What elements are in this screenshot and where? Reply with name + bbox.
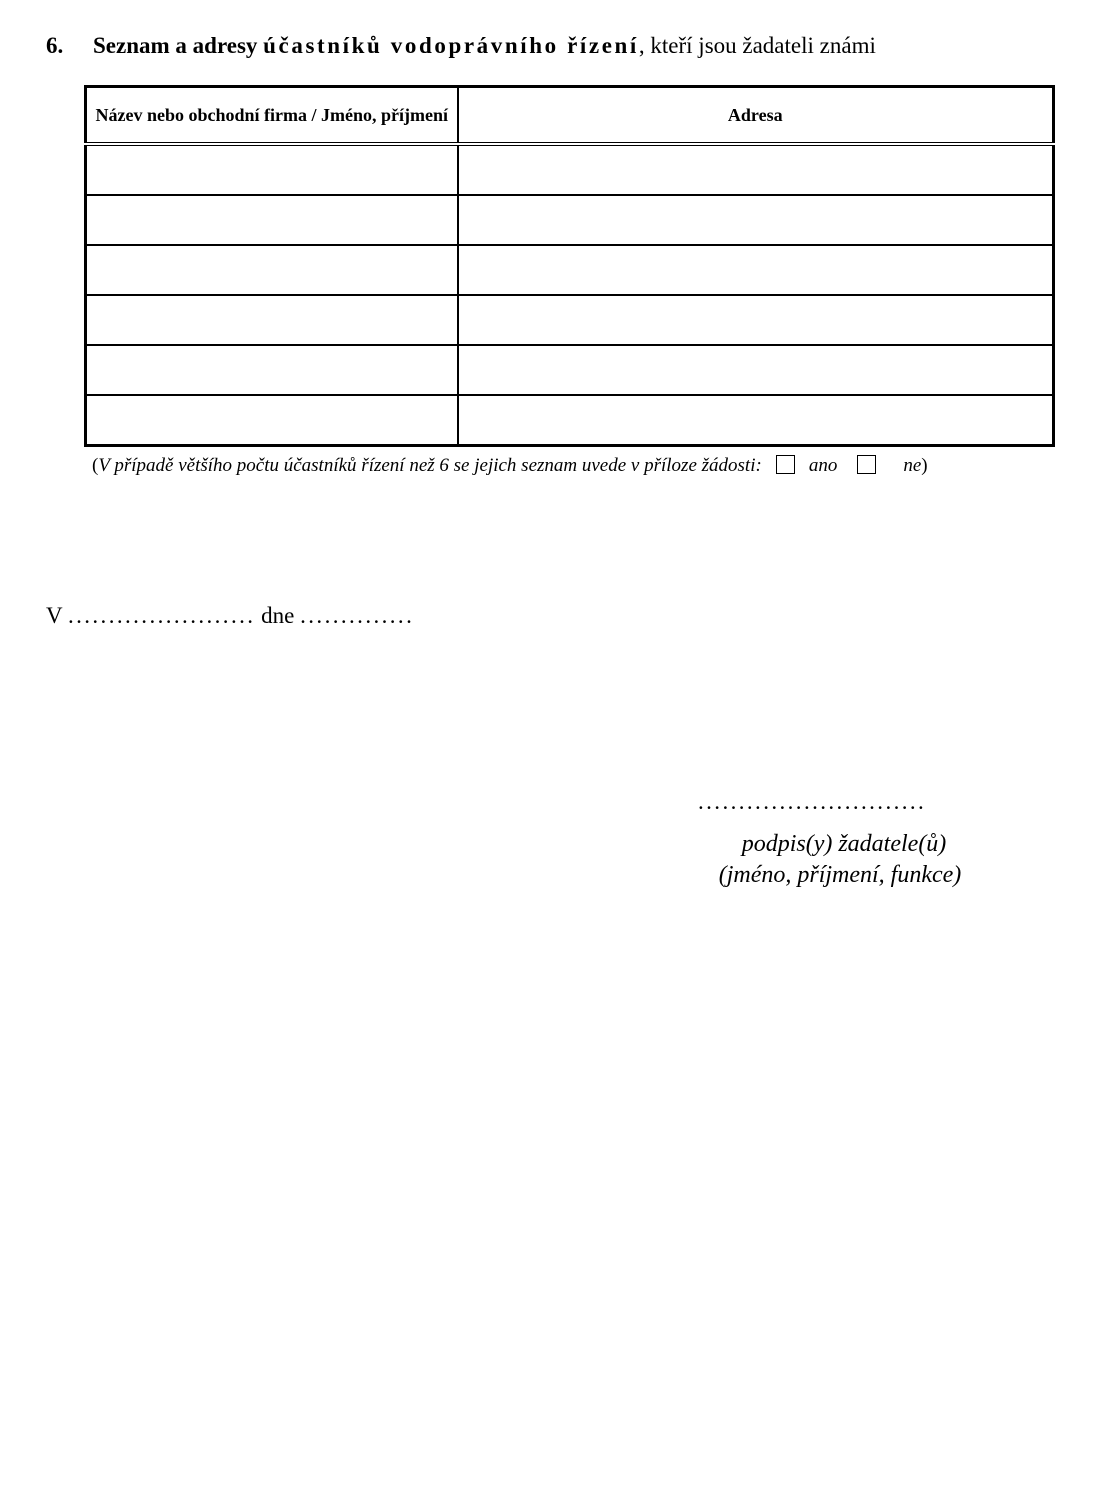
- table-row: [86, 395, 1054, 446]
- signature-sublabel: (jméno, příjmení, funkce): [718, 862, 962, 888]
- table-header-row: [86, 87, 1054, 145]
- participants-table: [84, 85, 1055, 447]
- cell-address[interactable]: [458, 245, 1054, 295]
- section-number: 6.: [46, 33, 64, 58]
- header-address: Adresa: [458, 87, 1054, 145]
- cell-name[interactable]: [86, 245, 458, 295]
- note-open-paren: (: [92, 455, 99, 476]
- signature-field[interactable]: ............................: [698, 789, 927, 814]
- option-no-label: ne: [903, 455, 922, 476]
- place-date-line: [46, 604, 414, 627]
- attachment-note: [92, 455, 928, 475]
- place-field[interactable]: .......................: [67, 603, 256, 628]
- note-close-paren: ): [921, 455, 928, 476]
- note-text: V případě většího počtu účastníků řízení než 6 se jejich seznam uvede v příloze žádosti:: [98, 455, 762, 476]
- cell-name[interactable]: [86, 345, 458, 395]
- header-name: Název nebo obchodní firma / Jméno, příjmení: [86, 87, 458, 145]
- section-title-part1: Seznam a adresy: [93, 33, 264, 58]
- checkbox-no[interactable]: [857, 455, 876, 474]
- cell-name[interactable]: [86, 144, 458, 195]
- cell-name[interactable]: [86, 195, 458, 245]
- cell-address[interactable]: [458, 295, 1054, 345]
- table-row: [86, 295, 1054, 345]
- section-title-emphasis: účastníků vodoprávního řízení: [263, 33, 639, 58]
- table-row: [86, 245, 1054, 295]
- table-row: [86, 195, 1054, 245]
- date-label: dne: [261, 603, 295, 628]
- cell-address[interactable]: [458, 395, 1054, 446]
- checkbox-yes[interactable]: [776, 455, 795, 474]
- cell-address[interactable]: [458, 345, 1054, 395]
- cell-name[interactable]: [86, 395, 458, 446]
- cell-name[interactable]: [86, 295, 458, 345]
- table-row: [86, 345, 1054, 395]
- cell-address[interactable]: [458, 144, 1054, 195]
- option-yes-label: ano: [808, 455, 838, 476]
- table-row: [86, 144, 1054, 195]
- date-field[interactable]: ..............: [300, 603, 415, 628]
- signature-label: podpis(y) žadatele(ů): [741, 831, 947, 857]
- cell-address[interactable]: [458, 195, 1054, 245]
- place-prefix: V: [46, 603, 63, 628]
- section-title-part3: , kteří jsou žadateli známi: [638, 33, 876, 58]
- section-heading: [46, 34, 876, 57]
